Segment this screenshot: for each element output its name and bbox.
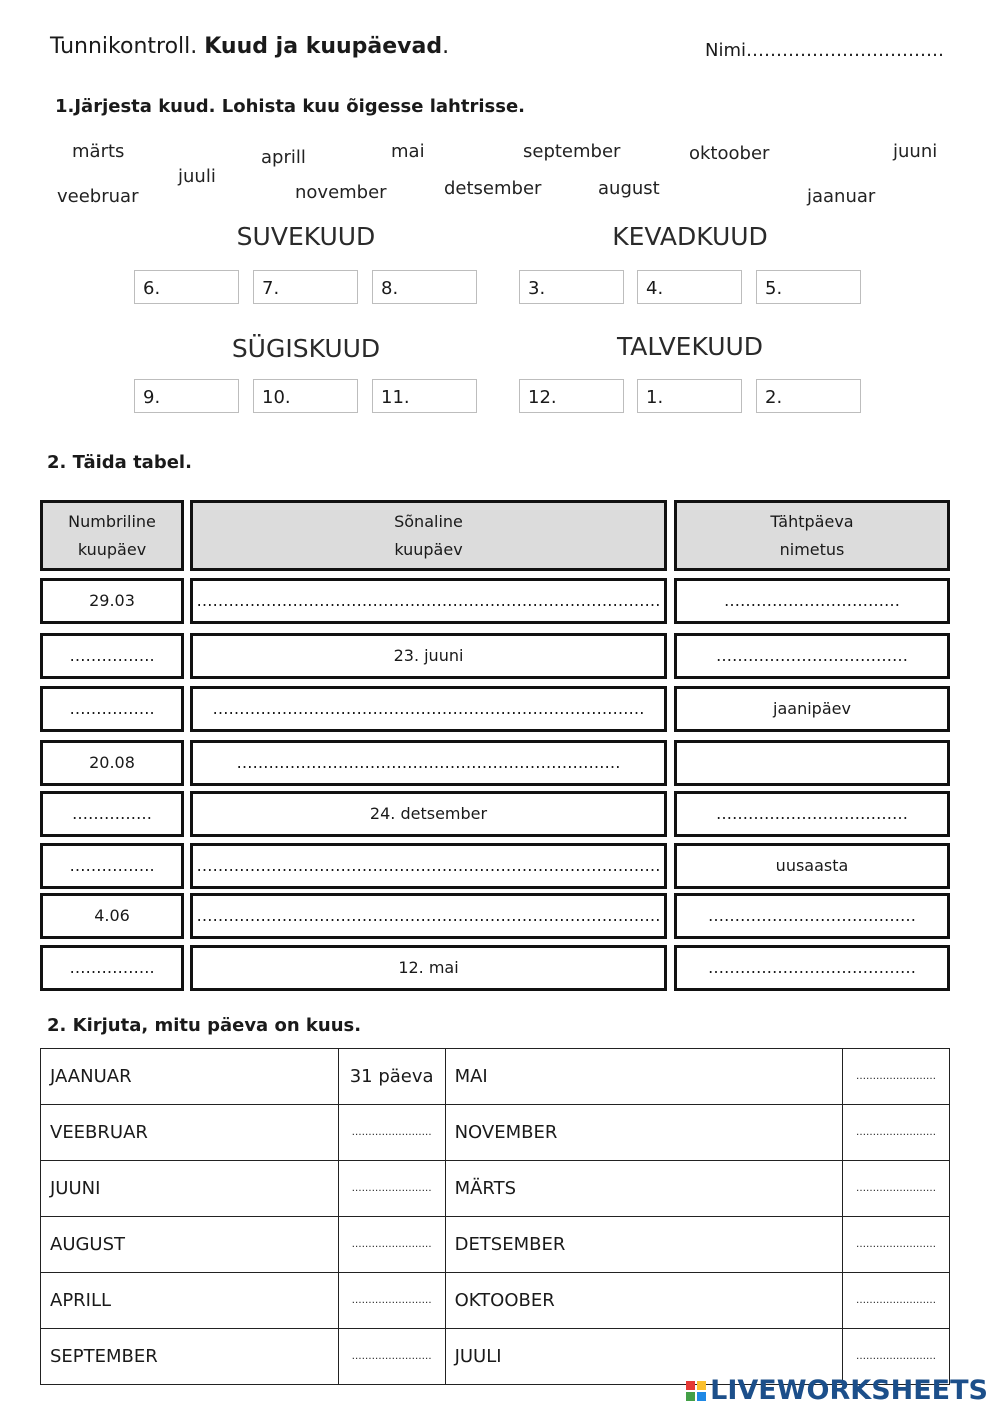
word-detsember[interactable]: detsember — [444, 178, 542, 199]
word-august[interactable]: august — [598, 178, 660, 199]
holiday-name-cell[interactable]: uusaasta — [674, 843, 950, 889]
word-date-cell[interactable]: …………………………………………………………………………… — [190, 843, 667, 889]
numeric-date-cell[interactable]: 20.08 — [40, 740, 184, 786]
days-count-cell[interactable]: …………………… — [338, 1329, 445, 1385]
drop-slot[interactable]: 9. — [134, 379, 239, 413]
table-row — [41, 1105, 950, 1161]
days-count-cell[interactable]: 31 päeva — [338, 1049, 445, 1105]
drop-slot[interactable]: 3. — [519, 270, 624, 304]
word-juuli[interactable]: juuli — [178, 166, 216, 187]
month-name-cell: JUULI — [445, 1329, 842, 1385]
table-row — [41, 1161, 950, 1217]
numeric-date-cell[interactable]: 4.06 — [40, 893, 184, 939]
days-count-cell[interactable]: …………………… — [338, 1161, 445, 1217]
header-holiday-name: Tähtpäeva nimetus — [674, 500, 950, 571]
drop-slot[interactable]: 8. — [372, 270, 477, 304]
liveworksheets-logo — [686, 1375, 988, 1406]
word-mai[interactable]: mai — [391, 141, 425, 162]
month-name-cell: VEEBRUAR — [41, 1105, 339, 1161]
task3-title: 2. Kirjuta, mitu päeva on kuus. — [47, 1015, 362, 1036]
word-aprill[interactable]: aprill — [261, 147, 306, 168]
holiday-name-cell[interactable]: ……………………………… — [674, 633, 950, 679]
word-jaanuar[interactable]: jaanuar — [807, 186, 876, 207]
days-count-cell[interactable]: …………………… — [843, 1161, 950, 1217]
group-title-talvekuud: TALVEKUUD — [616, 332, 764, 361]
group-title-kevadkuud: KEVADKUUD — [612, 222, 768, 251]
drop-slot[interactable]: 4. — [637, 270, 742, 304]
holiday-name-cell[interactable]: ………………………………… — [674, 945, 950, 991]
days-table — [40, 1048, 950, 1385]
holiday-name-cell[interactable]: …………………………… — [674, 578, 950, 624]
word-date-cell[interactable]: …………………………………………………………………………… — [190, 893, 667, 939]
numeric-date-cell[interactable]: 29.03 — [40, 578, 184, 624]
title-suffix: . — [442, 34, 450, 59]
task1-title: 1.Järjesta kuud. Lohista kuu õigesse lahtrisse. — [55, 96, 525, 117]
numeric-date-cell[interactable]: ……………. — [40, 633, 184, 679]
numeric-date-cell[interactable]: …………… — [40, 791, 184, 837]
table-row — [41, 1217, 950, 1273]
name-field[interactable]: Nimi…………………………… — [705, 40, 945, 61]
word-date-cell[interactable]: ……………………………………………………………… — [190, 740, 667, 786]
days-count-cell[interactable]: …………………… — [843, 1049, 950, 1105]
drop-slot[interactable]: 5. — [756, 270, 861, 304]
logo-square-icon — [697, 1381, 706, 1390]
header-word-date: Sõnaline kuupäev — [190, 500, 667, 571]
word-date-cell[interactable]: 12. mai — [190, 945, 667, 991]
month-name-cell: JAANUAR — [41, 1049, 339, 1105]
word-marts[interactable]: märts — [72, 141, 125, 162]
holiday-name-cell[interactable]: ………………………………… — [674, 893, 950, 939]
page-title — [50, 34, 449, 59]
month-name-cell: SEPTEMBER — [41, 1329, 339, 1385]
month-name-cell: AUGUST — [41, 1217, 339, 1273]
month-name-cell: JUUNI — [41, 1161, 339, 1217]
word-date-cell[interactable]: 23. juuni — [190, 633, 667, 679]
table-row — [41, 1273, 950, 1329]
numeric-date-cell[interactable]: ……………. — [40, 686, 184, 732]
month-name-cell: OKTOOBER — [445, 1273, 842, 1329]
title-prefix: Tunnikontroll. — [50, 34, 198, 59]
month-name-cell: APRILL — [41, 1273, 339, 1329]
days-count-cell[interactable]: …………………… — [843, 1329, 950, 1385]
word-november[interactable]: november — [295, 182, 387, 203]
days-count-cell[interactable]: …………………… — [338, 1105, 445, 1161]
liveworksheets-logo-mark — [686, 1381, 706, 1401]
drop-slot[interactable]: 7. — [253, 270, 358, 304]
drop-slot[interactable]: 10. — [253, 379, 358, 413]
logo-text: LIVEWORKSHEETS — [710, 1375, 988, 1406]
logo-square-icon — [686, 1381, 695, 1390]
task2-title: 2. Täida tabel. — [47, 452, 192, 473]
numeric-date-cell[interactable]: ……………. — [40, 945, 184, 991]
month-name-cell: MAI — [445, 1049, 842, 1105]
logo-square-icon — [686, 1392, 695, 1401]
word-oktoober[interactable]: oktoober — [689, 143, 770, 164]
numeric-date-cell[interactable]: ……………. — [40, 843, 184, 889]
month-name-cell: NOVEMBER — [445, 1105, 842, 1161]
word-veebruar[interactable]: veebruar — [57, 186, 139, 207]
holiday-name-cell[interactable]: ……………………………… — [674, 791, 950, 837]
header-numeric-date: Numbriline kuupäev — [40, 500, 184, 571]
group-title-suvekuud: SUVEKUUD — [236, 222, 376, 251]
word-september[interactable]: september — [523, 141, 621, 162]
days-count-cell[interactable]: …………………… — [843, 1105, 950, 1161]
drop-slot[interactable]: 12. — [519, 379, 624, 413]
word-juuni[interactable]: juuni — [893, 141, 938, 162]
word-date-cell[interactable]: ……………………………………………………………………… — [190, 686, 667, 732]
word-date-cell[interactable]: 24. detsember — [190, 791, 667, 837]
days-count-cell[interactable]: …………………… — [338, 1273, 445, 1329]
group-title-sugiskuud: SÜGISKUUD — [231, 334, 381, 363]
month-name-cell: DETSEMBER — [445, 1217, 842, 1273]
drop-slot[interactable]: 2. — [756, 379, 861, 413]
days-count-cell[interactable]: …………………… — [843, 1273, 950, 1329]
table-row — [41, 1049, 950, 1105]
drop-slot[interactable]: 6. — [134, 270, 239, 304]
holiday-name-cell[interactable]: jaanipäev — [674, 686, 950, 732]
holiday-name-cell[interactable] — [674, 740, 950, 786]
days-count-cell[interactable]: …………………… — [338, 1217, 445, 1273]
days-count-cell[interactable]: …………………… — [843, 1217, 950, 1273]
drop-slot[interactable]: 1. — [637, 379, 742, 413]
word-date-cell[interactable]: …………………………………………………………………………… — [190, 578, 667, 624]
month-name-cell: MÄRTS — [445, 1161, 842, 1217]
logo-square-icon — [697, 1392, 706, 1401]
title-bold: Kuud ja kuupäevad — [204, 34, 443, 59]
drop-slot[interactable]: 11. — [372, 379, 477, 413]
